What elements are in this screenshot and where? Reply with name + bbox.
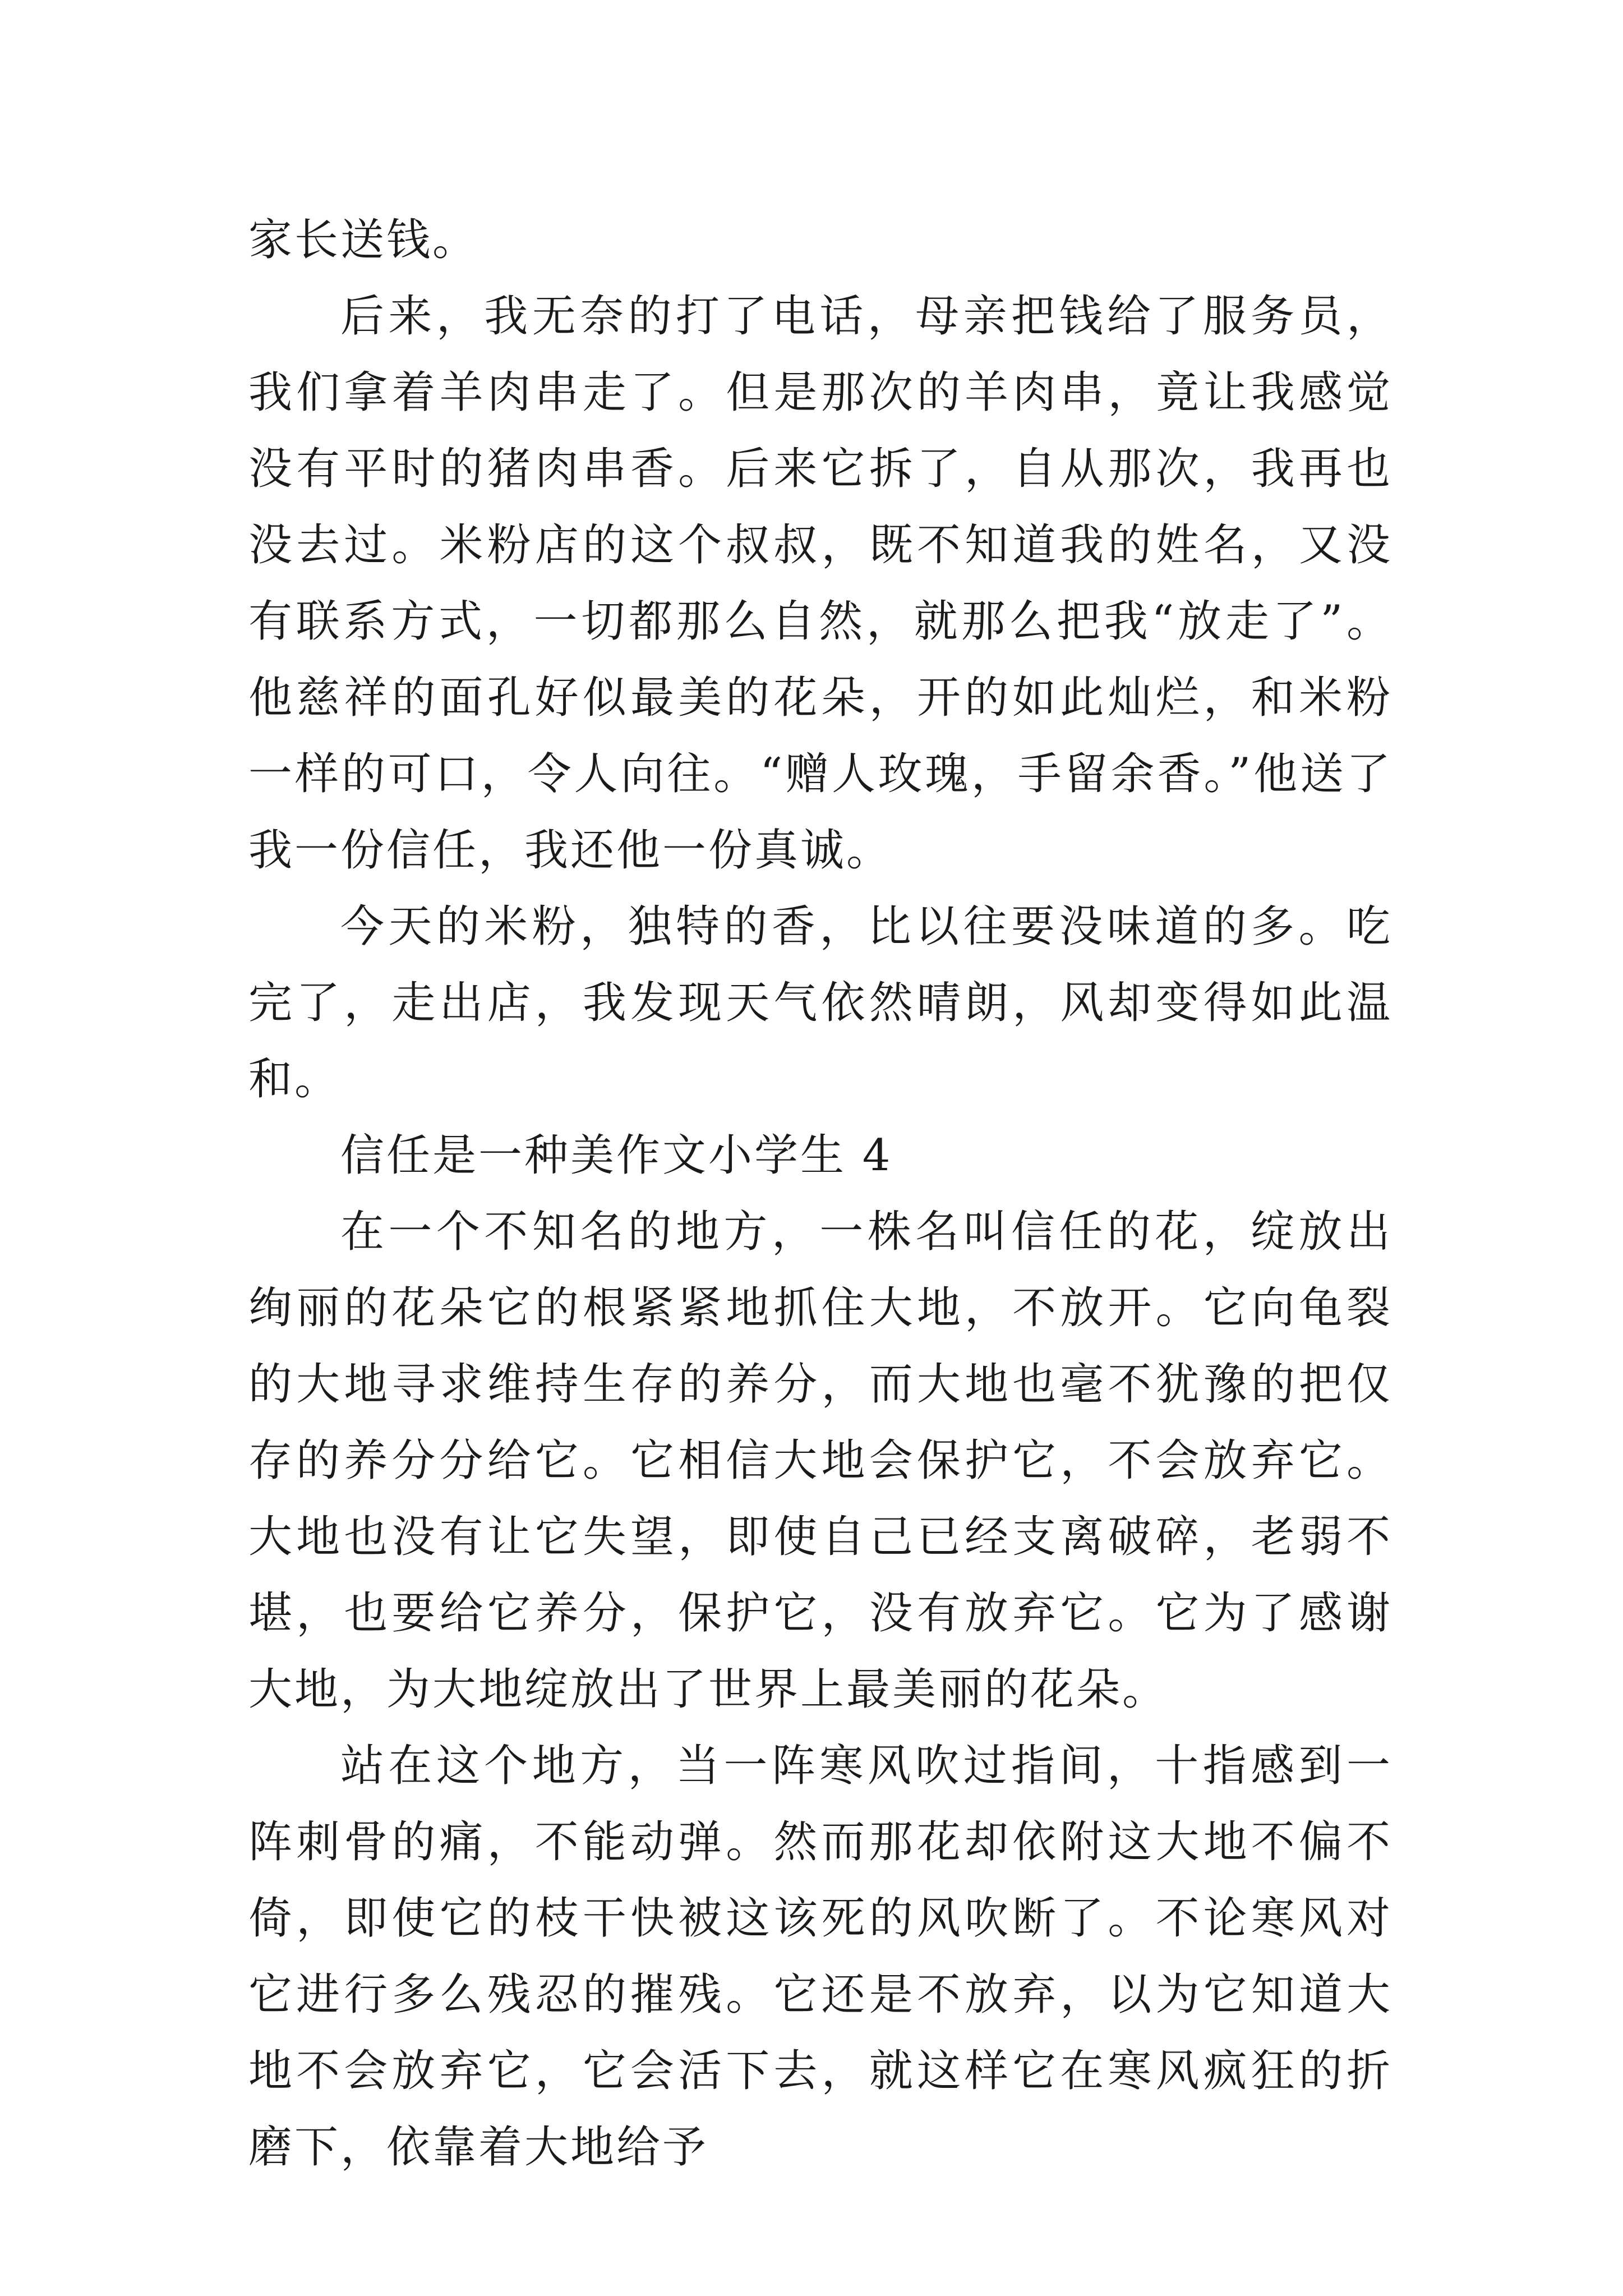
essay-body xyxy=(248,202,1393,2185)
essay-title-4: 信任是一种美作文小学生 4 xyxy=(340,1130,893,1181)
paragraph-flower-trust: 在一个不知名的地方，一株名叫信任的花，绽放出绚丽的花朵它的根紧紧地抓住大地，不放开。它向龟裂的大地寻求维持生存的养分，而大地也毫不犹豫的把仅存的养分分给它。它相信大地会保护它，不会放弃它。大地也没有让它失望，即使自己已经支离破碎，老弱不堪，也要给它养分，保护它，没有放弃它。它为了感谢大地，为大地绽放出了世界上最美丽的花朵。 xyxy=(248,1207,1393,1715)
paragraph-cold-wind: 站在这个地方，当一阵寒风吹过指间，十指感到一阵刺骨的痛，不能动弹。然而那花却依附这大地不偏不倚，即使它的枝干快被这该死的风吹断了。不论寒风对它进行多么残忍的摧残。它还是不放弃，以为它知道大地不会放弃它，它会活下去，就这样它在寒风疯狂的折磨下，依靠着大地给予 xyxy=(248,1741,1393,2173)
paragraph-phone-call: 后来，我无奈的打了电话，母亲把钱给了服务员，我们拿着羊肉串走了。但是那次的羊肉串，竟让我感觉没有平时的猪肉串香。后来它拆了，自从那次，我再也没去过。米粉店的这个叔叔，既不知道我的姓名，又没有联系方式，一切都那么自然，就那么把我“放走了”。他慈祥的面孔好似最美的花朵，开的如此灿烂，和米粉一样的可口，令人向往。“赠人玫瑰，手留余香。”他送了我一份信任，我还他一份真诚。 xyxy=(248,291,1393,876)
paragraph-today-noodles: 今天的米粉，独特的香，比以往要没味道的多。吃完了，走出店，我发现天气依然晴朗，风却变得如此温和。 xyxy=(248,901,1393,1105)
paragraph-continuation: 家长送钱。 xyxy=(248,215,479,265)
